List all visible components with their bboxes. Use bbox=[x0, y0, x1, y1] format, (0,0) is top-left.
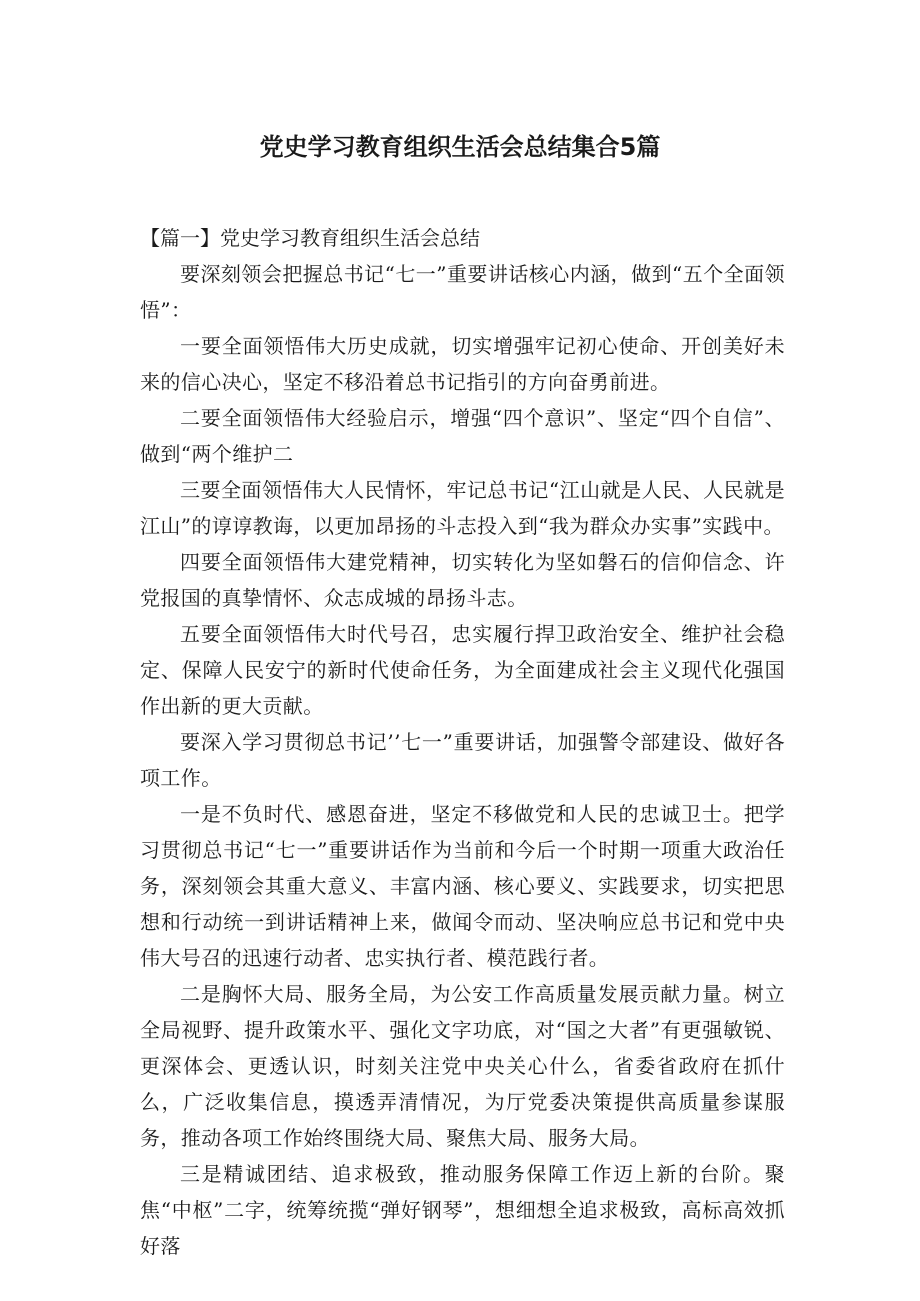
paragraph: 四要全面领悟伟大建党精神，切实转化为坚如磐石的信仰信念、许党报国的真挚情怀、众志成城的昂扬斗志。 bbox=[140, 550, 785, 610]
section-heading: 【篇一】党史学习教育组织生活会总结 bbox=[140, 226, 480, 250]
paragraph: 要深刻领会把握总书记“七一”重要讲话核心内涵，做到“五个全面领悟”： bbox=[140, 262, 785, 322]
document-title: 党史学习教育组织生活会总结集合5篇 bbox=[259, 133, 661, 162]
paragraph: 三是精诚团结、追求极致，推动服务保障工作迈上新的台阶。聚焦“中枢”二字，统筹统揽“弹好钢琴”，想细想全追求极致，高标高效抓好落 bbox=[140, 1162, 785, 1258]
paragraph: 五要全面领悟伟大时代号召，忠实履行捍卫政治安全、维护社会稳定、保障人民安宁的新时代使命任务，为全面建成社会主义现代化强国作出新的更大贡献。 bbox=[140, 622, 785, 718]
paragraph: 要深入学习贯彻总书记’’七一”重要讲话，加强警令部建设、做好各项工作。 bbox=[140, 730, 785, 790]
document-body bbox=[140, 220, 785, 1264]
paragraph: 二是胸怀大局、服务全局，为公安工作高质量发展贡献力量。树立全局视野、提升政策水平、强化文字功底，对“国之大者”有更强敏锐、更深体会、更透认识，时刻关注党中央关心什么，省委省政府在抓什么，广泛收集信息，摸透弄清情况，为厅党委决策提供高质量参谋服务，推动各项工作始终围绕大局、聚焦大局、服务大局。 bbox=[140, 982, 785, 1150]
paragraph: 一是不负时代、感恩奋进，坚定不移做党和人民的忠诚卫士。把学习贯彻总书记“七一”重要讲话作为当前和今后一个时期一项重大政治任务，深刻领会其重大意义、丰富内涵、核心要义、实践要求，切实把思想和行动统一到讲话精神上来，做闻令而动、坚决响应总书记和党中央伟大号召的迅速行动者、忠实执行者、模范践行者。 bbox=[140, 802, 785, 970]
paragraph: 三要全面领悟伟大人民情怀，牢记总书记“江山就是人民、人民就是江山”的谆谆教诲，以更加昂扬的斗志投入到“我为群众办实事”实践中。 bbox=[140, 478, 785, 538]
paragraph: 二要全面领悟伟大经验启示，增强“四个意识”、坚定“四个自信”、做到“两个维护二 bbox=[140, 406, 785, 466]
paragraph: 一要全面领悟伟大历史成就，切实增强牢记初心使命、开创美好未来的信心决心，坚定不移沿着总书记指引的方向奋勇前进。 bbox=[140, 334, 785, 394]
